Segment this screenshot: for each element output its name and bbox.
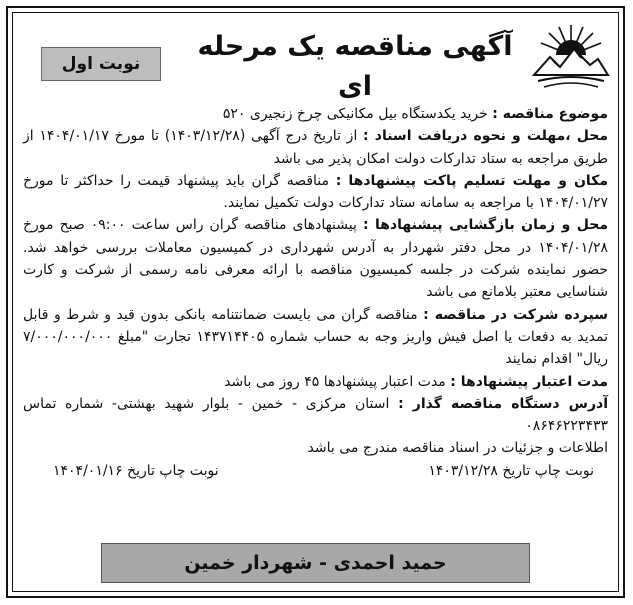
mountain-sun-emblem-icon (530, 19, 612, 93)
documents-info (23, 125, 608, 170)
opening-info-text: پیشنهادهای مناقصه گران راس ساعت ۰۹:۰۰ صبح مورخ ۱۴۰۴/۰۱/۲۸ در محل دفتر شهردار به آدرس شهرداری در کمیسیون معاملات بررسی خواهد شد. حضور نماینده شرکت در جلسه کمیسیون مناقصه با ارائه معرفی نامه رسمی از شرکت و کارت شناسایی معتبر بلامانع می باشد (23, 217, 608, 301)
validity-info-label: مدت اعتبار پیشنهادها : (450, 373, 608, 390)
validity-info (23, 371, 608, 393)
opening-info-label: محل و زمان بازگشایی پیشنهادها : (362, 217, 608, 234)
notice-inner-border (12, 12, 619, 592)
address-info-text: استان مرکزی - خمین - بلوار شهید بهشتی- شماره تماس ۰۸۶۴۶۲۲۳۴۳۳ (23, 395, 608, 435)
notice-header (13, 13, 618, 102)
notice-frame (6, 6, 625, 598)
notice-body (23, 103, 608, 482)
notice-title: آگهی مناقصه یک مرحله ای (197, 31, 513, 102)
deposit-info (23, 304, 608, 371)
print-date-second: نوبت چاپ تاریخ ۱۴۰۴/۰۱/۱۶ (53, 462, 219, 479)
publication-round-badge: نوبت اول (41, 47, 161, 81)
submission-info (23, 170, 608, 215)
print-date-first: نوبت چاپ تاریخ ۱۴۰۳/۱۲/۲۸ (428, 462, 594, 479)
address-info-label: آدرس دستگاه مناقصه گذار : (398, 395, 609, 412)
deposit-info-text: مناقصه گران می بایست ضمانتنامه بانکی بدون قید و شرط و قابل تمدید به دفعات یا اصل فیش واریز وجه به حساب شماره ۱۴۳۷۱۴۴۰۵ تجارت "مبلغ ۷/۰۰۰/۰۰۰/۰۰۰ ریال" اقدام نمایند (23, 306, 608, 368)
print-dates (23, 460, 608, 482)
opening-info (23, 214, 608, 303)
details-note: اطلاعات و جزئیات در اسناد مناقصه مندرج می باشد (307, 440, 608, 457)
submission-info-label: مکان و مهلت تسلیم پاکت پیشنهادها : (335, 172, 608, 189)
validity-info-text: مدت اعتبار پیشنهادها ۴۵ روز می باشد (224, 373, 446, 390)
documents-info-text: از تاریخ درج آگهی (۱۴۰۳/۱۲/۲۸) تا مورخ ۱۴۰۴/۰۱/۱۷ از طریق مراجعه به ستاد تدارکات دولت امکان پذیر می باشد (23, 128, 608, 167)
tender-subject (23, 103, 608, 125)
deposit-info-label: سپرده شرکت در مناقصه : (423, 306, 609, 323)
signature-bar: حمید احمدی - شهردار خمین (101, 543, 530, 583)
tender-subject-text: خرید یکدستگاه بیل مکانیکی چرخ زنجیری ۵۲۰ (222, 106, 488, 122)
address-info (23, 393, 608, 438)
submission-info-text: مناقصه گران باید پیشنهاد قیمت را حداکثر تا مورخ ۱۴۰۴/۰۱/۲۷ با مراجعه به سامانه ستاد تدارکات دولت تکمیل نمایند. (23, 172, 608, 212)
documents-info-label: محل ،مهلت و نحوه دریافت اسناد : (363, 128, 608, 145)
tender-subject-label: موضوع مناقصه : (492, 106, 608, 122)
